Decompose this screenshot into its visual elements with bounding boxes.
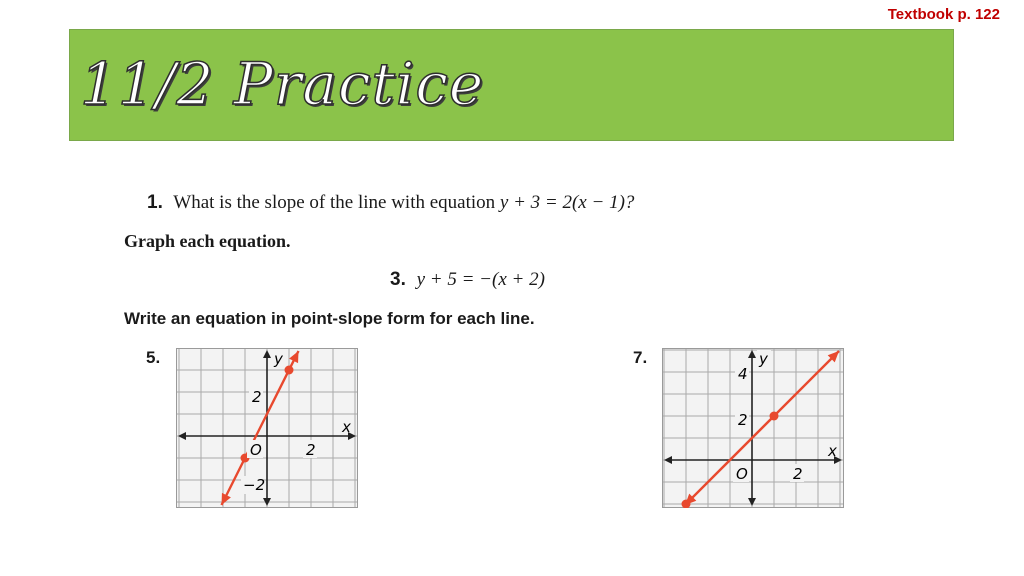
graph-5-svg bbox=[176, 348, 358, 508]
question-1-equation: y + 3 = 2(x − 1)? bbox=[499, 192, 635, 213]
graph-5-point-b bbox=[285, 366, 294, 375]
question-7-number: 7. bbox=[633, 348, 648, 367]
question-3-number: 3. bbox=[390, 269, 406, 290]
graph-5-origin-label: O bbox=[250, 441, 262, 459]
graph-7-y-label: y bbox=[759, 350, 768, 368]
question-1-text: What is the slope of the line with equation bbox=[173, 192, 496, 213]
graph-5-y-label: y bbox=[274, 350, 283, 368]
graph-7 bbox=[662, 348, 844, 513]
question-1-number: 1. bbox=[147, 192, 163, 213]
graph-7-svg bbox=[662, 348, 844, 508]
graph-5-y-tick-label-2: 2 bbox=[252, 388, 262, 406]
heading-write-equation: Write an equation in point-slope form for each line. bbox=[124, 309, 535, 328]
question-1 bbox=[147, 192, 634, 214]
heading-graph-each: Graph each equation. bbox=[124, 231, 291, 251]
page-title: 11/2 Practice bbox=[80, 50, 485, 118]
graph-5-x-tick-label: 2 bbox=[306, 441, 316, 459]
graph-7-y-tick-label-2: 2 bbox=[738, 411, 748, 429]
graph-7-y-tick-label-4: 4 bbox=[738, 365, 748, 383]
graph-5 bbox=[176, 348, 358, 513]
title-banner bbox=[69, 29, 954, 141]
question-5-number: 5. bbox=[146, 348, 161, 367]
question-3 bbox=[390, 269, 545, 291]
graph-7-x-label: x bbox=[828, 442, 837, 460]
question-3-equation: y + 5 = −(x + 2) bbox=[416, 269, 545, 290]
graph-7-point-b bbox=[770, 412, 779, 421]
graph-7-origin-label: O bbox=[736, 465, 748, 483]
textbook-reference: Textbook p. 122 bbox=[887, 6, 1000, 23]
graph-5-x-label: x bbox=[342, 418, 351, 436]
graph-5-y-tick-label-neg2: −2 bbox=[243, 476, 266, 494]
graph-7-x-tick-label: 2 bbox=[793, 465, 803, 483]
